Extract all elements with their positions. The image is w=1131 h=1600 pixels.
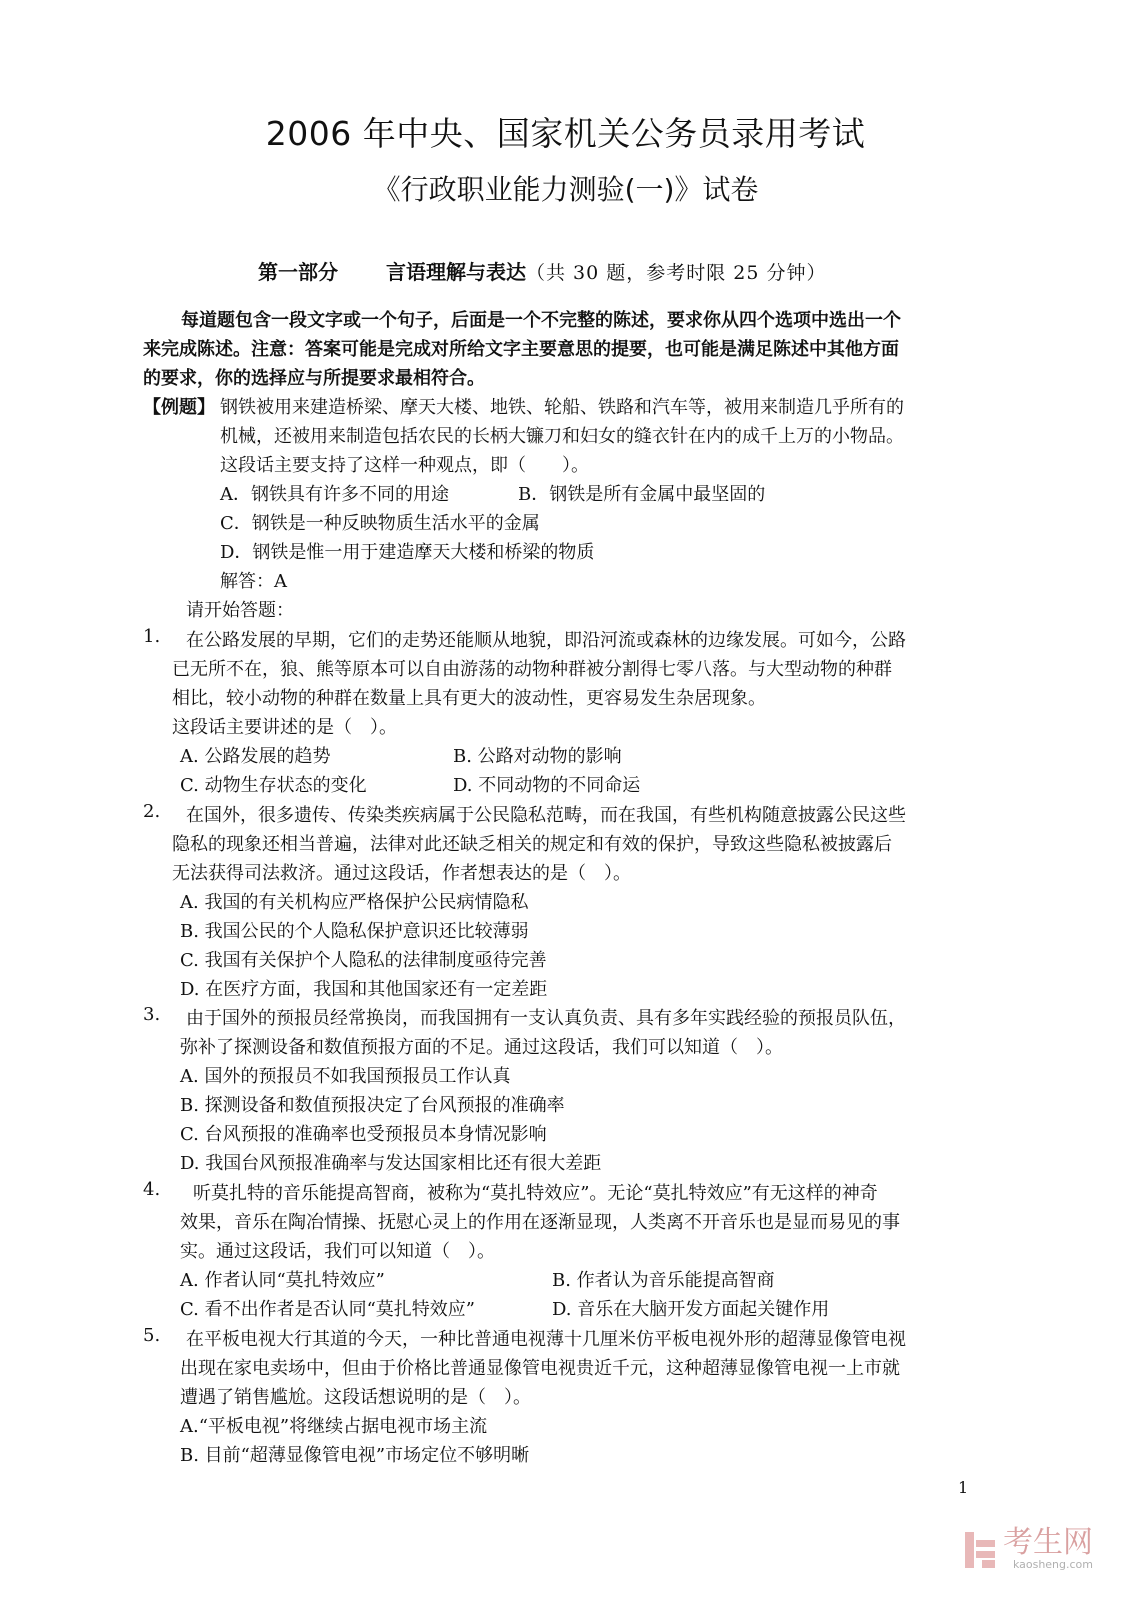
intro-line: 的要求，你的选择应与所提要求最相符合。 [143,368,485,389]
question-text: 听莫扎特的音乐能提高智商，被称为“莫扎特效应”。无论“莫扎特效应”有无这样的神奇 [193,1183,878,1204]
option-a: A. 我国的有关机构应严格保护公民病情隐私 [180,892,529,913]
example-option-c: C．钢铁是一种反映物质生活水平的金属 [220,513,540,534]
example-option-a: A．钢铁具有许多不同的用途 [220,484,449,505]
page-title: 2006 年中央、国家机关公务员录用考试 [265,114,866,153]
example-text: 机械，还被用来制造包括农民的长柄大镰刀和妇女的缝衣针在内的成千上万的小物品。 [220,426,904,447]
section-note: （共 30 题，参考时限 25 分钟） [526,262,827,284]
option-c: C. 台风预报的准确率也受预报员本身情况影响 [180,1124,547,1145]
option-b: B. 探测设备和数值预报决定了台风预报的准确率 [180,1095,565,1116]
option-d: D. 我国台风预报准确率与发达国家相比还有很大差距 [180,1153,602,1174]
option-b: B. 作者认为音乐能提高智商 [552,1270,775,1291]
question-text: 遭遇了销售尴尬。这段话想说明的是（ ）。 [180,1387,531,1408]
question-text: 在平板电视大行其道的今天，一种比普通电视薄十几厘米仿平板电视外形的超薄显像管电视 [186,1329,906,1350]
question-text: 无法获得司法救济。通过这段话，作者想表达的是（ ）。 [172,863,631,884]
section-heading [258,256,827,285]
example-answer: 解答：A [220,571,287,592]
question-number: 4. [143,1179,161,1200]
option-d: D. 不同动物的不同命运 [453,775,641,796]
option-b: B. 我国公民的个人隐私保护意识还比较薄弱 [180,921,529,942]
watermark-logo-icon [963,1530,997,1570]
watermark-url: kaosheng.com [1012,1558,1093,1571]
question-text: 由于国外的预报员经常换岗，而我国拥有一支认真负责、具有多年实践经验的预报员队伍， [186,1008,906,1029]
option-a: A.“平板电视”将继续占据电视市场主流 [180,1416,488,1437]
question-text: 效果，音乐在陶冶情操、抚慰心灵上的作用在逐渐显现，人类离不开音乐也是显而易见的事 [180,1212,900,1233]
question-number: 2. [143,801,161,822]
question-number: 3. [143,1004,161,1025]
option-c: C. 我国有关保护个人隐私的法律制度亟待完善 [180,950,547,971]
question-text: 出现在家电卖场中，但由于价格比普通显像管电视贵近千元，这种超薄显像管电视一上市就 [180,1358,900,1379]
section-name: 言语理解与表达 [386,260,526,284]
example-text: 这段话主要支持了这样一种观点，即（ ）。 [220,455,589,476]
start-prompt: 请开始答题： [186,600,294,621]
example-text: 钢铁被用来建造桥梁、摩天大楼、地铁、轮船、铁路和汽车等，被用来制造几乎所有的 [220,397,904,418]
intro-line: 每道题包含一段文字或一个句子，后面是一个不完整的陈述，要求你从四个选项中选出一个 [181,310,901,331]
section-part: 第一部分 [258,260,338,284]
option-a: A. 公路发展的趋势 [180,746,331,767]
question-text: 已无所不在，狼、熊等原本可以自由游荡的动物种群被分割得七零八落。与大型动物的种群 [172,659,892,680]
intro-line: 来完成陈述。注意：答案可能是完成对所给文字主要意思的提要，也可能是满足陈述中其他方面 [143,339,899,360]
option-a: A. 国外的预报员不如我国预报员工作认真 [180,1066,511,1087]
page-subtitle: 《行政职业能力测验(一)》试卷 [372,173,759,206]
option-c: C. 动物生存状态的变化 [180,775,367,796]
question-text: 实。通过这段话，我们可以知道（ ）。 [180,1241,495,1262]
question-text: 隐私的现象还相当普遍，法律对此还缺乏相关的规定和有效的保护，导致这些隐私被披露后 [172,834,892,855]
question-text: 相比，较小动物的种群在数量上具有更大的波动性，更容易发生杂居现象。 [172,688,766,709]
example-option-b: B．钢铁是所有金属中最坚固的 [518,484,766,505]
option-b: B. 公路对动物的影响 [453,746,622,767]
option-b: B. 目前“超薄显像管电视”市场定位不够明晰 [180,1445,530,1466]
question-number: 1. [143,626,161,647]
example-option-d: D．钢铁是惟一用于建造摩天大楼和桥梁的物质 [220,542,595,563]
question-number: 5. [143,1325,161,1346]
question-text: 在公路发展的早期，它们的走势还能顺从地貌，即沿河流或森林的边缘发展。可如今，公路 [186,630,906,651]
option-d: D. 音乐在大脑开发方面起关键作用 [552,1299,830,1320]
option-c: C. 看不出作者是否认同“莫扎特效应” [180,1299,475,1320]
watermark-text: 考生网 [1003,1525,1093,1560]
example-label: 【例题】 [143,397,215,418]
question-text: 弥补了探测设备和数值预报方面的不足。通过这段话，我们可以知道（ ）。 [180,1037,783,1058]
option-a: A. 作者认同“莫扎特效应” [180,1270,385,1291]
option-d: D. 在医疗方面，我国和其他国家还有一定差距 [180,979,548,1000]
question-text: 这段话主要讲述的是（ ）。 [172,717,397,738]
watermark [963,1525,1093,1571]
page-number: 1 [958,1478,969,1497]
question-text: 在国外，很多遗传、传染类疾病属于公民隐私范畴，而在我国，有些机构随意披露公民这些 [186,805,906,826]
